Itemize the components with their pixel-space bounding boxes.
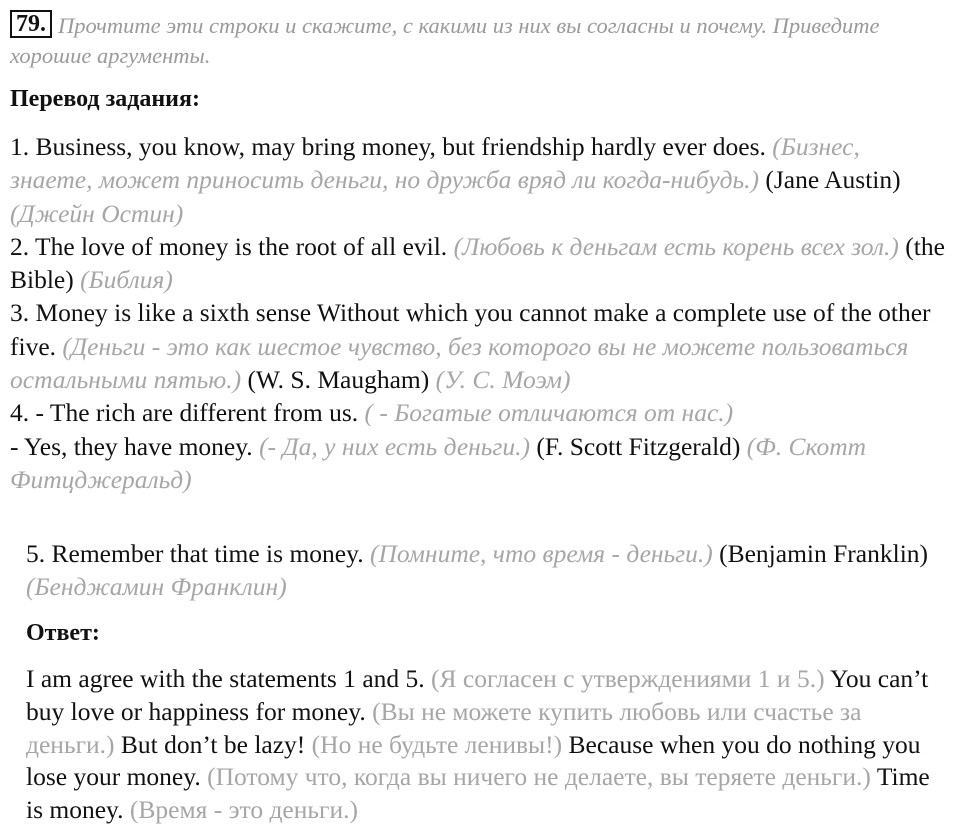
answer-en: But don’t be lazy! [120, 729, 306, 759]
answer-heading: Ответ: [26, 620, 100, 646]
quote-2 [10, 230, 945, 297]
quote-ru: (Помните, что время - деньги.) [369, 539, 713, 568]
quote-en: 4. - The rich are different from us. [10, 398, 359, 428]
quote-en: 5. Remember that time is money. [26, 539, 364, 568]
quote-author: (Jane Austin) [765, 165, 901, 195]
quote-author: (W. S. Maugham) [247, 365, 430, 395]
answer-ru: (Потому что, когда вы ничего не делаете, вы теряете деньги.) [207, 762, 871, 792]
quote-author-ru: (У. С. Моэм) [435, 365, 571, 395]
task-number: 79. [10, 10, 52, 38]
task-text: Прочтите эти строки и скажите, с какими из них вы согласны и почему. Приведите хорошие аргументы. [10, 13, 880, 68]
quote-ru: ( - Богатые отличаются от нас.) [364, 398, 734, 428]
quote-ru: (Бизнес, знаете, может приносить деньги, но дружба вряд ли когда-нибудь.) [10, 132, 860, 195]
answer-ru: (Но не будьте ленивы!) [311, 729, 563, 759]
answer-en: You can’t buy love or happiness for money. [26, 664, 929, 726]
answer-en: I am agree with the statements 1 and 5. [26, 664, 425, 693]
answer-ru: (Время - это деньги.) [129, 795, 358, 825]
answer-ru: (Вы не можете купить любовь или счастье за деньги.) [26, 696, 862, 759]
quote-en: 2. The love of money is the root of all evil. [10, 231, 448, 261]
quote-5 [26, 537, 946, 604]
quote-author: (F. Scott Fitzgerald) [536, 431, 741, 461]
quote-ru: (Деньги - это как шестое чувство, без которого вы не можете пользоваться остальными пятью.) [10, 331, 909, 395]
answer-en: Because when you do nothing you lose your money. [26, 729, 921, 792]
translation-heading: Перевод задания: [10, 86, 200, 112]
quote-author: (the Bible) [10, 231, 945, 295]
quote-3 [10, 296, 945, 396]
quote-author-ru: (Библия) [80, 265, 173, 295]
answer-ru: (Я согласен с утверждениями 1 и 5.) [431, 664, 825, 693]
quote-author: (Benjamin Franklin) [719, 539, 929, 568]
quote-author-ru: (Бенджамин Франклин) [26, 572, 287, 602]
quote-author-ru: (Джейн Остин) [10, 198, 184, 228]
quote-ru: (Любовь к деньгам есть корень всех зол.) [453, 231, 899, 261]
answer-text [26, 663, 946, 827]
task-statement [10, 10, 940, 71]
quotes-1-4 [10, 130, 945, 496]
answer-en: Time is money. [26, 762, 930, 825]
quote-en: 1. Business, you know, may bring money, but friendship hardly ever does. [10, 132, 766, 161]
quote-4 [10, 396, 945, 496]
quote-1 [10, 130, 945, 230]
quote-en-reply: - Yes, they have money. [10, 431, 253, 461]
quote-author-ru: (Ф. Скотт Фитцджеральд) [10, 431, 867, 494]
quote-ru-reply: (- Да, у них есть деньги.) [259, 431, 530, 461]
quote-en: 3. Money is like a sixth sense Without which you cannot make a complete use of the other five. [10, 298, 931, 361]
